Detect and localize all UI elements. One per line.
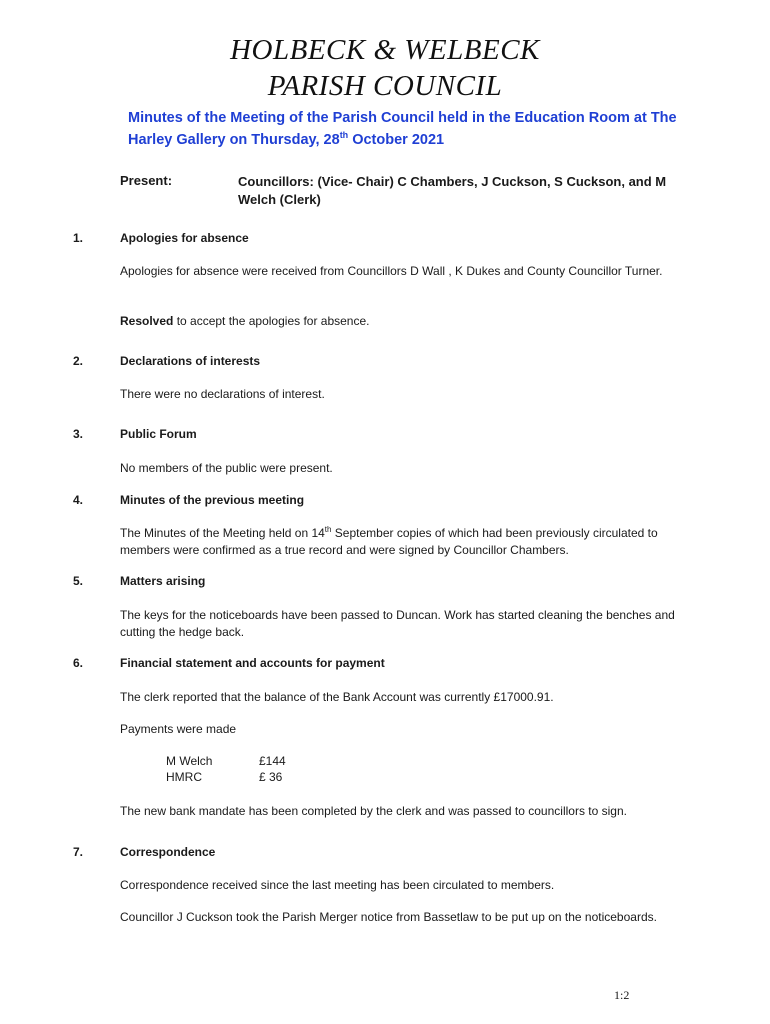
resolution-text: to accept the apologies for absence. xyxy=(173,314,370,328)
section-number: 7. xyxy=(73,845,84,859)
meeting-subtitle xyxy=(128,107,708,151)
section-paragraph: Correspondence received since the last meeting has been circulated to members. xyxy=(120,878,555,892)
section-paragraph: There were no declarations of interest. xyxy=(120,387,325,401)
subtitle-text: Minutes of the Meeting of the Parish Council held in the Education Room at The Harley Gallery on Thursday, 28 xyxy=(128,110,677,148)
section-paragraph: No members of the public were present. xyxy=(120,461,333,475)
title-line-1: HOLBECK & WELBECK xyxy=(230,34,540,66)
section-paragraph: Apologies for absence were received from Councillors D Wall , K Dukes and County Councillor Turner. xyxy=(120,264,663,278)
ordinal-suffix: th xyxy=(324,525,332,534)
section-heading: Apologies for absence xyxy=(120,231,249,245)
page-number: 1:2 xyxy=(614,988,630,1002)
payment-payee: M Welch xyxy=(166,754,213,768)
present-attendees: Councillors: (Vice- Chair) C Chambers, J Cuckson, S Cuckson, and M Welch (Clerk) xyxy=(238,174,667,207)
section-number: 6. xyxy=(73,656,84,670)
section-paragraph: The keys for the noticeboards have been passed to Duncan. Work has started cleaning the benches and cutting the hedge back. xyxy=(120,608,675,639)
resolution-paragraph xyxy=(120,313,698,330)
subtitle-ordinal-suffix: th xyxy=(339,130,349,141)
section-paragraph: Councillor J Cuckson took the Parish Merger notice from Bassetlaw to be put up on the noticeboards. xyxy=(120,910,657,924)
payment-amount: £144 xyxy=(259,754,286,768)
section-heading: Declarations of interests xyxy=(120,354,261,368)
section-heading: Public Forum xyxy=(120,427,197,441)
section-paragraph: Payments were made xyxy=(120,722,237,736)
section-paragraph: The clerk reported that the balance of the Bank Account was currently £17000.91. xyxy=(120,690,554,704)
paragraph-text: The Minutes of the Meeting held on 14 xyxy=(120,526,325,540)
section-number: 5. xyxy=(73,574,84,588)
section-number: 1. xyxy=(73,231,84,245)
paragraph-text-rest: September copies of which had been previously circulated to members were confirmed as a true record and were signed by Councillor Chambers. xyxy=(120,526,658,557)
section-number: 2. xyxy=(73,354,84,368)
section-heading: Minutes of the previous meeting xyxy=(120,493,305,507)
resolved-keyword: Resolved xyxy=(120,314,174,328)
section-heading: Matters arising xyxy=(120,574,206,588)
title-line-2: PARISH COUNCIL xyxy=(267,70,503,102)
section-heading: Financial statement and accounts for payment xyxy=(120,656,385,670)
present-label: Present: xyxy=(120,173,173,188)
section-number: 3. xyxy=(73,427,84,441)
section-heading: Correspondence xyxy=(120,845,216,859)
section-paragraph: The new bank mandate has been completed by the clerk and was passed to councillors to sign. xyxy=(120,804,627,818)
payment-amount: £ 36 xyxy=(259,770,283,784)
subtitle-date-rest: October 2021 xyxy=(348,132,445,148)
payment-payee: HMRC xyxy=(166,770,202,784)
section-paragraph xyxy=(120,525,698,558)
section-number: 4. xyxy=(73,493,84,507)
